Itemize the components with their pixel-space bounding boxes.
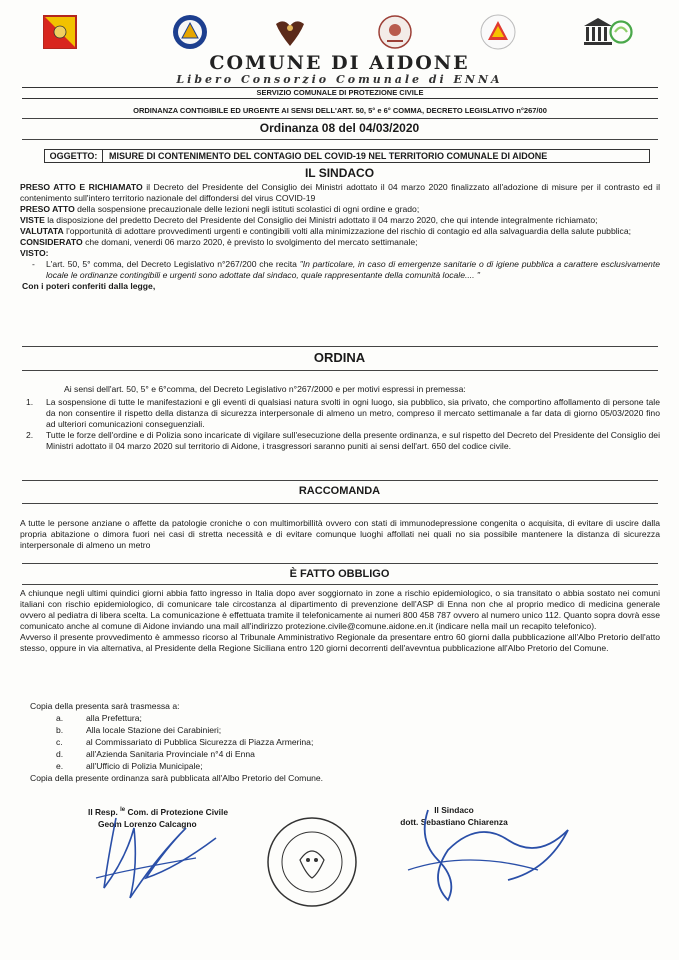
- paragraph-text: della sospensione precauzionale delle lezioni negli istituti scolastici di ogni ordine e grado;: [74, 204, 420, 214]
- obbligo-body: [20, 588, 660, 654]
- subject-text: MISURE DI CONTENIMENTO DEL CONTAGIO DEL COVID-19 NEL TERRITORIO COMUNALE DI AIDONE: [109, 151, 548, 161]
- item-letter: c.: [56, 737, 63, 747]
- item-text: Tutte le forze dell'ordine e di Polizia sono incaricate di vigilare sull'esecuzione della presente ordinanza, e sul rispetto del Decreto del Presidente del Consiglio dei Ministri adottato il 04 marzo 2020 sul territorio di Aidone, i trasgressori saranno puniti ai sensi dell'art. 650 del codice civile.: [46, 430, 660, 451]
- raccomanda-text: A tutte le persone anziane o affette da patologie croniche o con multimorbillità ovvero con stati di immunodepressione congenita o acquisita, di evitare di uscire dalla propria abitazione o dimora fuori nei casi di stretta necessità e di evitare comunque luoghi affollati nei quali no sia possibile mantenere la distanza di sicurezza interpersonale di almeno un metro: [20, 518, 660, 550]
- paragraph-text: la disposizione del predetto Decreto del Presidente del Consiglio dei Ministri adottato il 04 marzo 2020, che qui intende integralmente richiamato;: [44, 215, 598, 225]
- visto-item: [20, 259, 660, 281]
- paragraph-text: il Decreto del Presidente del Consiglio dei Ministri adottato il 04 marzo 2020 finalizzato all'adozione di misure per il contrasto ed il contenimento sull'intero territorio nazionale del diffondersi del virus COVID-19: [20, 182, 660, 203]
- divider: [22, 503, 658, 504]
- ordina-list: [20, 397, 660, 452]
- list-item: [30, 736, 530, 748]
- divider: [22, 139, 658, 140]
- title-part: Il Resp.: [88, 806, 118, 817]
- recipient-list: [30, 712, 530, 772]
- preamble-paragraph: [20, 215, 660, 226]
- list-item: [30, 748, 530, 760]
- copy-recipients: [30, 700, 530, 784]
- service-name: SERVIZIO COMUNALE DI PROTEZIONE CIVILE: [22, 87, 658, 99]
- left-signatory-name: Geom Lorenzo Calcagno: [98, 818, 197, 829]
- title-sup: le: [120, 807, 126, 813]
- divider: [22, 346, 658, 347]
- item-number: 1.: [26, 397, 34, 407]
- item-text: all'Ufficio di Polizia Municipale;: [86, 761, 203, 771]
- list-item: [30, 760, 530, 772]
- keyword: VISTE: [20, 215, 45, 225]
- poteri: Con i poteri conferiti dalla legge,: [22, 281, 156, 291]
- preamble-paragraph: [20, 204, 660, 215]
- item-text: alla Prefettura;: [86, 713, 142, 723]
- preamble-paragraph: [20, 226, 660, 237]
- item-text: all'Azienda Sanitaria Provinciale n°4 di Enna: [86, 749, 255, 759]
- keyword: VALUTATA: [20, 226, 64, 236]
- sindaco-heading: IL SINDACO: [304, 166, 375, 180]
- dash: -: [32, 259, 35, 269]
- item-letter: d.: [56, 749, 64, 759]
- divider: [22, 370, 658, 371]
- ordinance-type: ORDINANZA CONTIGIBILE ED URGENTE AI SENSI DELL'ART. 50, 5° e 6° COMMA, DECRETO LEGISLATIVO n°267/00: [133, 106, 547, 115]
- raccomanda-heading: RACCOMANDA: [298, 485, 381, 497]
- left-handwritten-signature: [86, 798, 236, 908]
- divider: [22, 563, 658, 564]
- keyword: PRESO ATTO E RICHIAMATO: [20, 182, 143, 192]
- list-item: [20, 397, 660, 430]
- list-item: [20, 430, 660, 452]
- right-signatory-name: dott. Sebastiano Chiarenza: [400, 817, 508, 827]
- visto-text: L'art. 50, 5° comma, del Decreto Legislativo n°267/200 che recita: [46, 259, 300, 269]
- sicily-coat-icon: [40, 12, 80, 52]
- preamble: [20, 182, 660, 292]
- right-signatory-title: Il Sindaco: [434, 805, 474, 815]
- ordina-heading: ORDINA: [313, 350, 366, 365]
- preamble-paragraph: [20, 237, 660, 248]
- paragraph-text: l'opportunità di adottare provvedimenti urgenti e contingibili volti alla minimizzazione del rischio di contagio ed alla salvaguardia della salute pubblica;: [63, 226, 632, 236]
- item-text: La sospensione di tutte le manifestazioni e gli eventi di qualsiasi natura svolti in ogni luogo, sia pubblico, sia privato, che comportino affollamento di persone tale da non consentire il rispetto della distanza di sicurezza interpersonale di almeno un metro, compreso il mercato settimanale a far data di giorno 05/03/2020 fino ad ulteriori comunicazioni conseguenziali.: [46, 397, 660, 429]
- list-item: [30, 712, 530, 724]
- municipality-subtitle: Libero Consorzio Comunale di ENNA: [176, 73, 503, 86]
- visto-quote: "In particolare, in caso di emergenze sanitarie o di igiene pubblica a carattere esclusivamente locale le ordinanze contingibili e urgenti sono adottate dal sindaco, quale rappresentante della comunità locale.... ": [46, 259, 660, 280]
- keyword: CONSIDERATO: [20, 237, 83, 247]
- ricorso-text: Avverso il presente provvedimento è ammesso ricorso al Tribunale Amministrativo Regionale da presentare entro 60 giorni dalla pubblicazione all'Albo Pretorio dell'atto stesso, oppure in via alternativa, al Presidente della Regione Siciliana entro 120 giorni decorrenti dell'avevntua pubblicazione all'Albo Pretorio del Comune.: [20, 632, 660, 653]
- item-letter: b.: [56, 725, 64, 735]
- municipal-stamp: [262, 812, 362, 912]
- title-part: Com. di Protezione Civile: [125, 806, 228, 817]
- copy-intro: Copia della presenta sarà trasmessa a:: [30, 701, 180, 711]
- dionysus-medallion-icon: [375, 12, 415, 52]
- subject-label: OGGETTO:: [45, 150, 103, 162]
- protezione-civile-shield-icon: [170, 12, 210, 52]
- item-text: Alla locale Stazione dei Carabinieri;: [86, 725, 222, 735]
- paragraph-text: che domani, venerdi 06 marzo 2020, è previsto lo svolgimento del mercato settimanale;: [82, 237, 418, 247]
- albo-text: Copia della presente ordinanza sarà pubblicata all'Albo Pretorio del Comune.: [30, 773, 324, 783]
- ordina-body: [20, 384, 660, 452]
- subject-box: [44, 149, 650, 163]
- protezione-civile-sicilia-icon: [478, 12, 518, 52]
- item-text: al Commissariato di Pubblica Sicurezza di Piazza Armerina;: [86, 737, 314, 747]
- visto-label: VISTO:: [20, 248, 49, 258]
- ordinance-number: Ordinanza 08 del 04/03/2020: [259, 121, 420, 135]
- list-item: [30, 724, 530, 736]
- item-letter: e.: [56, 761, 64, 771]
- right-handwritten-signature: [388, 800, 588, 910]
- green-swirl-icon: [606, 12, 636, 52]
- aidone-eagle-crest-icon: [270, 12, 310, 52]
- ordina-intro: Ai sensi dell'art. 50, 5° e 6°comma, del Decreto Legislativo n°267/2000 e per motivi espressi in premessa:: [64, 384, 466, 394]
- divider: [22, 480, 658, 481]
- item-letter: a.: [56, 713, 64, 723]
- divider: [22, 584, 658, 585]
- obbligo-heading: È FATTO OBBLIGO: [289, 568, 390, 580]
- item-number: 2.: [26, 430, 34, 440]
- preamble-paragraph: [20, 182, 660, 204]
- keyword: PRESO ATTO: [20, 204, 75, 214]
- obbligo-text: A chiunque negli ultimi quindici giorni abbia fatto ingresso in Italia dopo aver soggiornato in zone a rischio epidemiologico, o sia transitato o abbia sostato nei comuni italiani con rischio epidemiologico, di comunicare tale circostanza al dipartimento di prevenzione dell'ASP di Enna non che al proprio medico di medicina generale ovvero al pediatra di libera scelta. La comunicazione è effettuata tramite il telefonicamente ai numeri 800 458 787 ovvero al numero unico 112. Quanto sopra dovrà esse comunicato anche al comune di Aidone inviando una mail all'indirizzo protezione.civile@comune.aidone.en.it (indicare nella mail un recapito telefonico).: [20, 588, 660, 631]
- divider: [22, 118, 658, 119]
- municipality-title: COMUNE DI AIDONE: [209, 52, 470, 74]
